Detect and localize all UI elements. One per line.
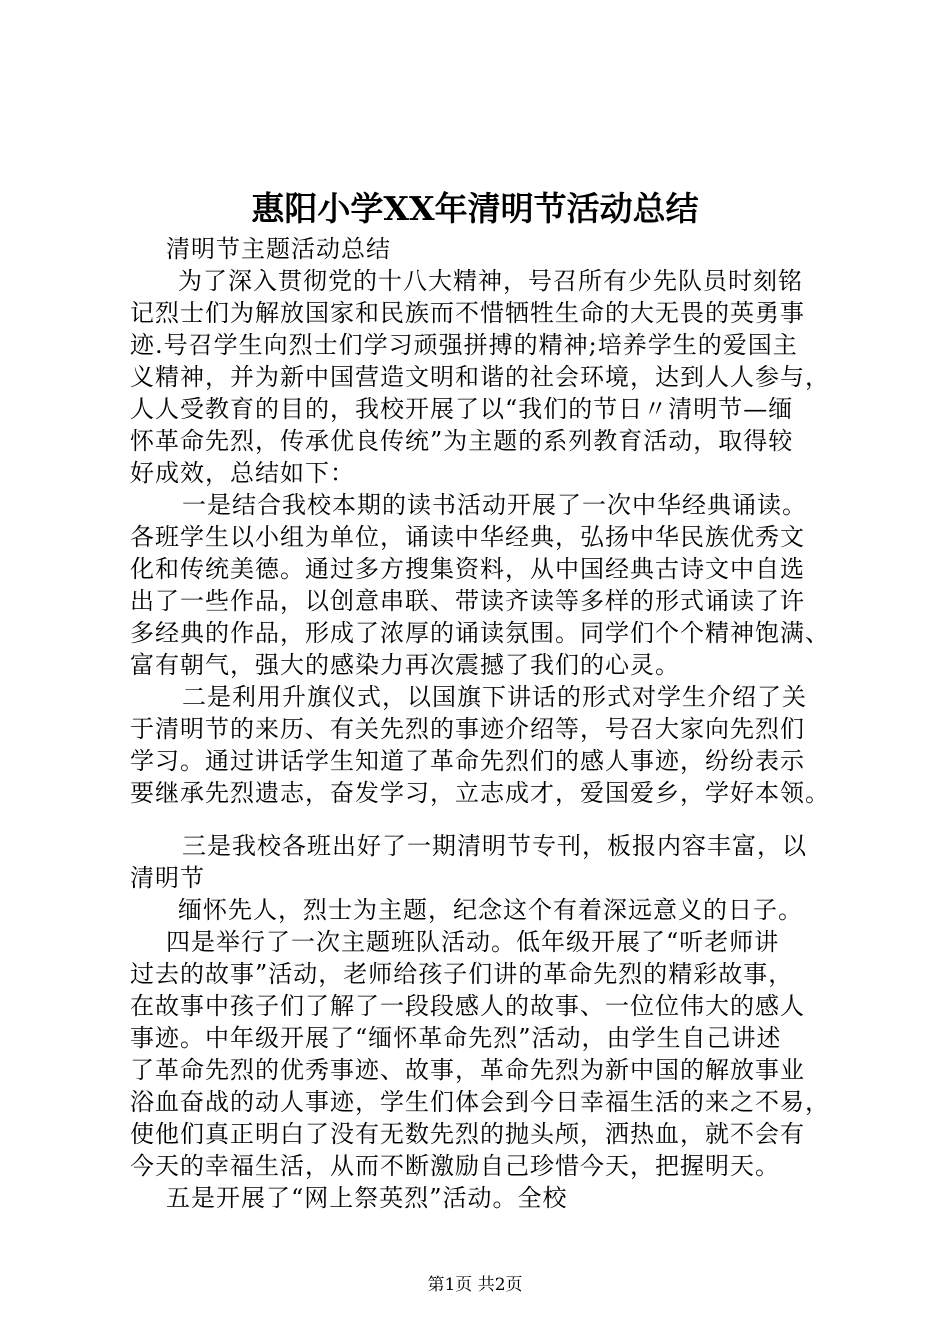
body-line: 记烈士们为解放国家和民族而不惜牺牲生命的大无畏的英勇事 xyxy=(130,299,805,327)
body-line: 今天的幸福生活，从而不断激励自己珍惜今天，把握明天。 xyxy=(130,1152,780,1180)
body-line: 迹.号召学生向烈士们学习顽强拼搏的精神;培养学生的爱国主 xyxy=(130,331,798,359)
body-line: 事迹。中年级开展了“缅怀革命先烈”活动，由学生自己讲述 xyxy=(130,1024,782,1052)
body-line: 化和传统美德。通过多方搜集资料，从中国经典古诗文中自选 xyxy=(130,555,805,583)
body-line: 缅怀先人，烈士为主题，纪念这个有着深远意义的日子。 xyxy=(178,896,803,924)
body-line: 二是利用升旗仪式，以国旗下讲话的形式对学生介绍了关 xyxy=(182,683,807,711)
body-line: 出了一些作品，以创意串联、带读齐读等多样的形式诵读了许 xyxy=(130,587,805,615)
body-line: 怀革命先烈，传承优良传统”为主题的系列教育活动，取得较 xyxy=(130,427,794,455)
document-title: 惠阳小学XX年清明节活动总结 xyxy=(251,189,699,228)
body-line: 学习。通过讲话学生知道了革命先烈们的感人事迹，纷纷表示 xyxy=(130,747,805,775)
body-line: 了革命先烈的优秀事迹、故事，革命先烈为新中国的解放事业 xyxy=(130,1056,805,1084)
body-line: 富有朝气，强大的感染力再次震撼了我们的心灵。 xyxy=(130,651,680,679)
body-line: 义精神，并为新中国营造文明和谐的社会环境，达到人人参与， xyxy=(130,363,830,391)
body-line: 过去的故事”活动，老师给孩子们讲的革命先烈的精彩故事， xyxy=(130,960,794,988)
subtitle-line: 清明节主题活动总结 xyxy=(166,235,391,263)
body-line: 一是结合我校本期的读书活动开展了一次中华经典诵读。 xyxy=(182,491,807,519)
body-line: 好成效，总结如下： xyxy=(130,459,355,487)
body-line: 为了深入贯彻党的十八大精神，号召所有少先队员时刻铭 xyxy=(178,267,803,295)
body-line: 在故事中孩子们了解了一段段感人的故事、一位位伟大的感人 xyxy=(130,992,805,1020)
body-line: 要继承先烈遗志，奋发学习，立志成才，爱国爱乡，学好本领。 xyxy=(130,779,830,807)
body-line: 人人受教育的目的，我校开展了以“我们的节日〃清明节—缅 xyxy=(130,395,794,423)
body-line: 浴血奋战的动人事迹，学生们体会到今日幸福生活的来之不易， xyxy=(130,1088,830,1116)
body-line: 各班学生以小组为单位，诵读中华经典，弘扬中华民族优秀文 xyxy=(130,523,805,551)
body-line: 多经典的作品，形成了浓厚的诵读氛围。同学们个个精神饱满、 xyxy=(130,619,830,647)
body-line: 使他们真正明白了没有无数先烈的抛头颅，洒热血，就不会有 xyxy=(130,1120,805,1148)
body-line: 清明节 xyxy=(130,864,205,892)
page-number: 第1页 共2页 xyxy=(427,1275,523,1295)
body-line: 于清明节的来历、有关先烈的事迹介绍等，号召大家向先烈们 xyxy=(130,715,805,743)
body-line: 五是开展了“网上祭英烈”活动。全校 xyxy=(166,1184,568,1212)
body-line: 四是举行了一次主题班队活动。低年级开展了“听老师讲 xyxy=(166,928,780,956)
body-line: 三是我校各班出好了一期清明节专刊，板报内容丰富，以 xyxy=(182,832,807,860)
